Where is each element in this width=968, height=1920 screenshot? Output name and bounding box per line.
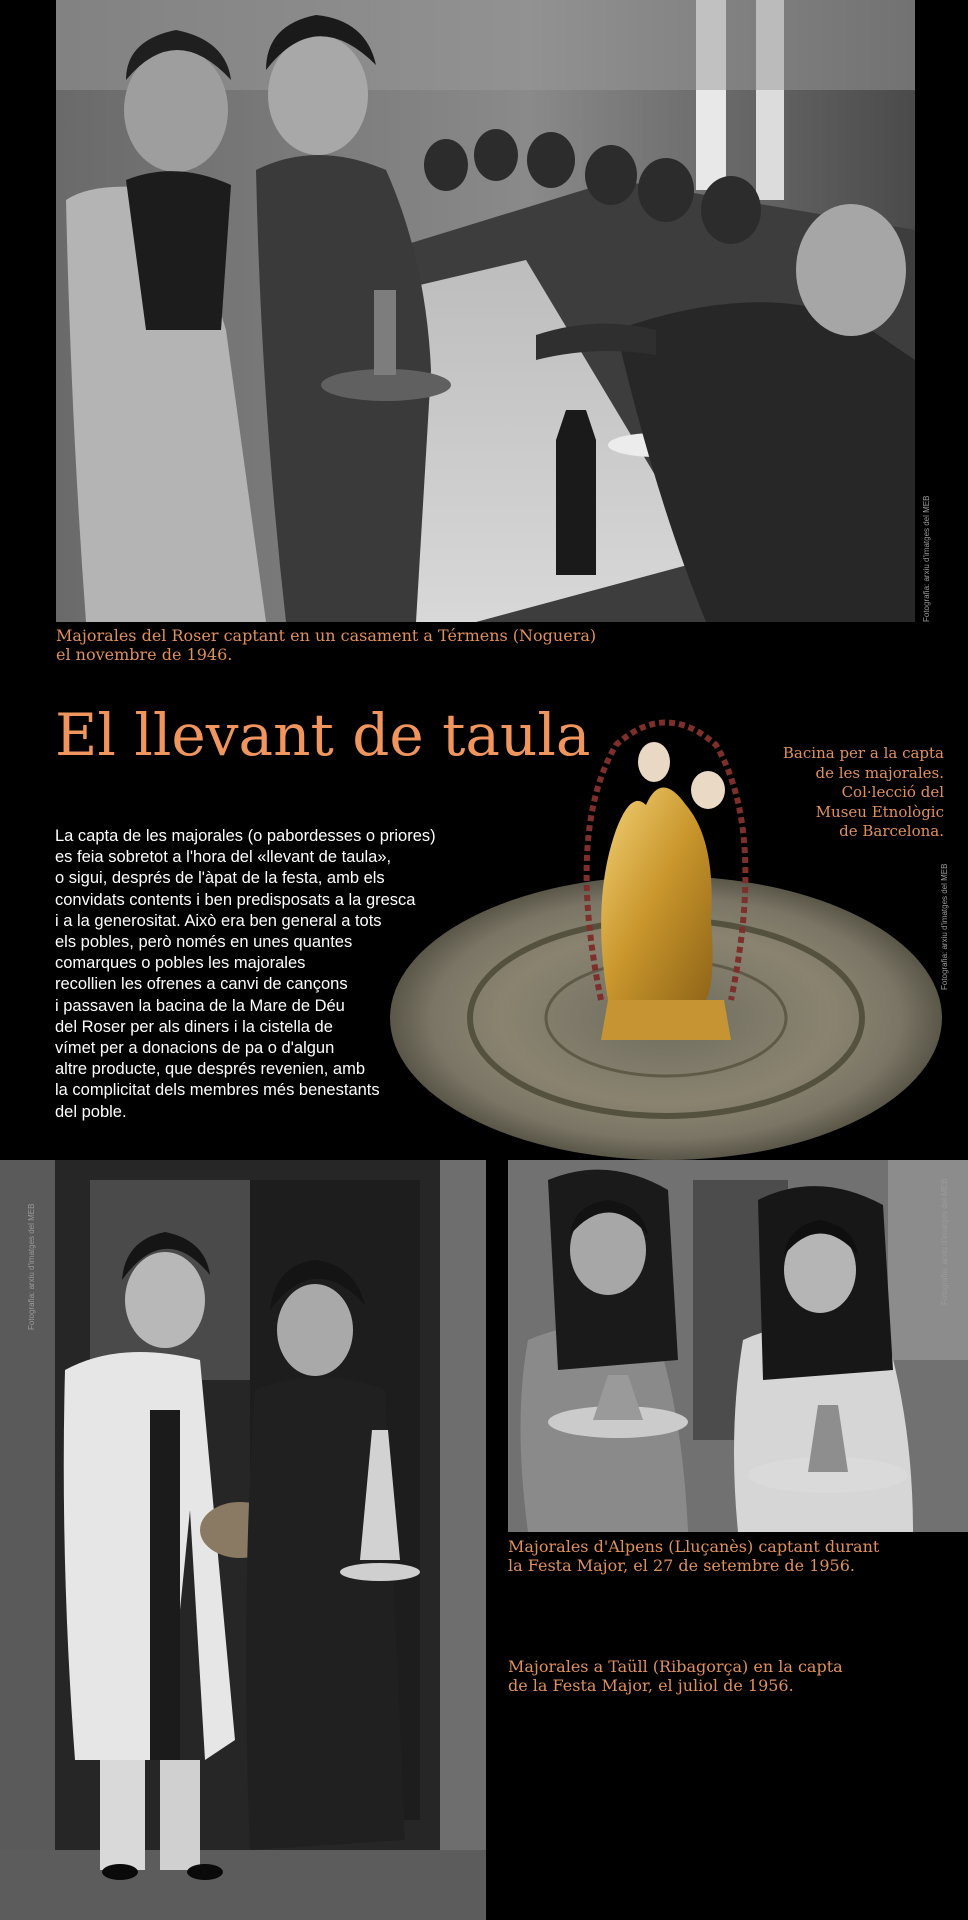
body-paragraph bbox=[55, 826, 436, 1123]
top-photo-caption bbox=[56, 626, 596, 664]
body-line: convidats contents i ben predisposats a la gresca bbox=[55, 890, 416, 909]
alpens-photo-caption bbox=[508, 1537, 879, 1575]
alpens-photo-credit: Fotografia: arxiu d'imatges del MEB bbox=[940, 1178, 949, 1305]
top-caption-line: el novembre de 1946. bbox=[56, 645, 233, 664]
body-line: comarques o pobles les majorales bbox=[55, 954, 306, 973]
body-line: o sigui, després de l'àpat de la festa, amb els bbox=[55, 869, 385, 888]
top-photo-credit: Fotografia: arxiu d'imatges del MEB bbox=[922, 495, 931, 622]
body-line: del Roser per als diners i la cistella de bbox=[55, 1017, 333, 1036]
body-line: vímet per a donacions de pa o d'algun bbox=[55, 1039, 335, 1058]
alpens-caption-line: Majorales d'Alpens (Lluçanès) captant durant bbox=[508, 1537, 880, 1556]
alpens-majorales-photo bbox=[508, 1160, 968, 1532]
plate-caption-line: Col·lecció del bbox=[841, 783, 944, 801]
plate-caption-line: Museu Etnològic bbox=[815, 802, 944, 821]
body-line: i passaven la bacina de la Mare de Déu bbox=[55, 996, 345, 1015]
page-title: El llevant de taula bbox=[55, 701, 591, 769]
taull-caption-line: Majorales a Taüll (Ribagorça) en la capta bbox=[508, 1657, 843, 1676]
doorway-majorales-photo bbox=[0, 1160, 486, 1920]
body-line: altre producte, que després revenien, amb bbox=[55, 1060, 366, 1079]
plate-photo-credit: Fotografia: arxiu d'imatges del MEB bbox=[940, 863, 949, 990]
body-line: la complicitat dels membres més benestants bbox=[55, 1081, 380, 1100]
plate-caption-line: de Barcelona. bbox=[839, 822, 944, 840]
taull-caption-line: de la Festa Major, el juliol de 1956. bbox=[508, 1676, 794, 1695]
plate-caption-line: Bacina per a la capta bbox=[782, 744, 944, 762]
body-line: els pobles, però només en unes quantes bbox=[55, 933, 353, 952]
body-line: i a la generositat. Això era ben general a tots bbox=[55, 911, 382, 930]
wedding-table-photo bbox=[56, 0, 915, 622]
plate-caption-line: de les majorales. bbox=[815, 763, 944, 782]
plate-caption bbox=[783, 744, 944, 842]
top-caption-line: Majorales del Roser captant en un casament a Térmens (Noguera) bbox=[56, 626, 597, 645]
alpens-caption-line: la Festa Major, el 27 de setembre de 1956. bbox=[508, 1556, 855, 1575]
body-line: es feia sobretot a l'hora del «llevant de taula», bbox=[55, 848, 392, 867]
body-line: recollien les ofrenes a canvi de cançons bbox=[55, 975, 348, 994]
body-line: del poble. bbox=[55, 1102, 127, 1121]
body-line: La capta de les majorales (o pabordesses o priores) bbox=[55, 827, 436, 845]
taull-photo-caption bbox=[508, 1657, 843, 1695]
doorway-photo-credit: Fotografia: arxiu d'imatges del MEB bbox=[27, 1203, 36, 1330]
